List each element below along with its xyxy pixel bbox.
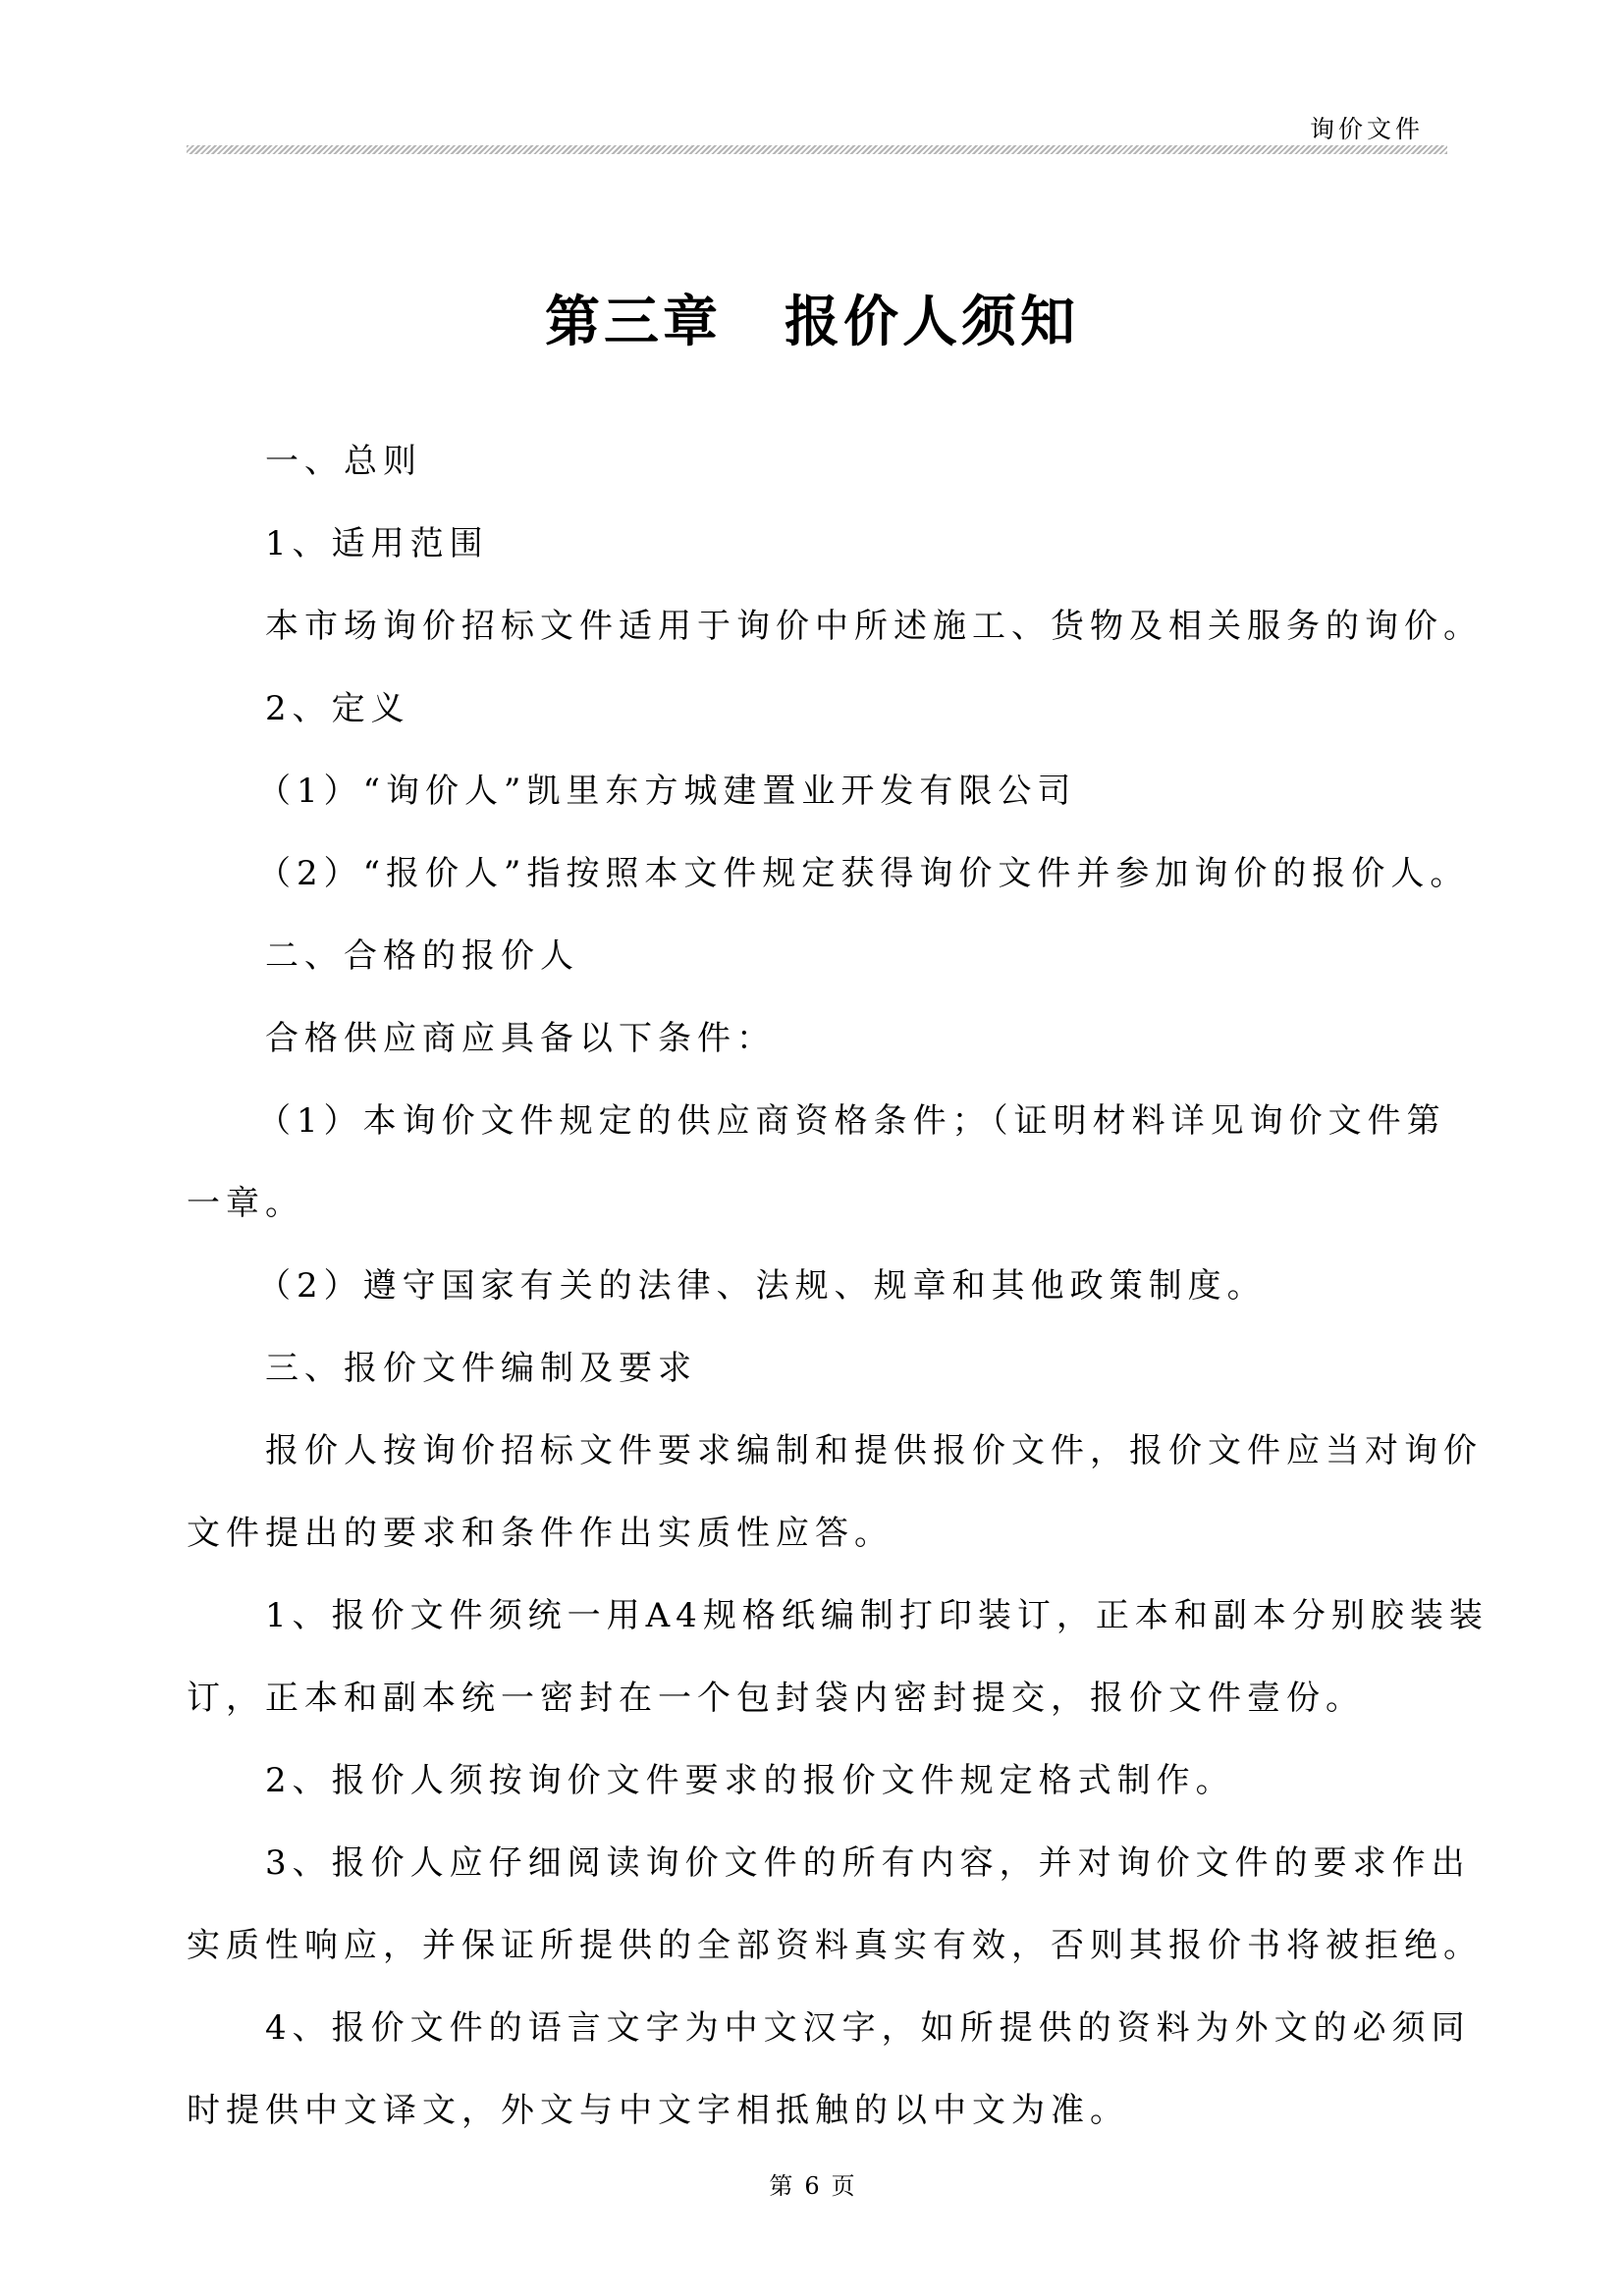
page-footer — [0, 2166, 1624, 2201]
paragraph-4: 2、定义 — [265, 689, 410, 728]
paragraph-17: 2、报价人须按询价文件要求的报价文件规定格式制作。 — [265, 1761, 1235, 1800]
header-rule — [187, 145, 1447, 154]
chapter-name: 报价人须知 — [785, 291, 1079, 354]
paragraph-10: 一章。 — [187, 1184, 304, 1223]
paragraph-12: 三、报价文件编制及要求 — [265, 1349, 697, 1388]
footer-prefix: 第 — [769, 2172, 793, 2200]
paragraph-1: 一、总则 — [265, 442, 422, 481]
paragraph-13: 报价人按询价招标文件要求编制和提供报价文件，报价文件应当对询价 — [265, 1431, 1483, 1470]
paragraph-18: 3、报价人应仔细阅读询价文件的所有内容，并对询价文件的要求作出 — [265, 1843, 1471, 1883]
document-body — [187, 420, 1489, 2152]
header-label: 询价文件 — [1309, 115, 1424, 143]
footer-suffix: 页 — [831, 2172, 855, 2200]
paragraph-5: （1）“询价人”凯里东方城建置业开发有限公司 — [257, 772, 1077, 811]
paragraph-8: 合格供应商应具备以下条件： — [265, 1019, 776, 1058]
paragraph-11: （2）遵守国家有关的法律、法规、规章和其他政策制度。 — [257, 1266, 1267, 1306]
paragraph-16: 订，正本和副本统一密封在一个包封袋内密封提交，报价文件壹份。 — [187, 1679, 1365, 1718]
paragraph-20: 4、报价文件的语言文字为中文汉字，如所提供的资料为外文的必须同 — [265, 2008, 1471, 2048]
paragraph-9: （1）本询价文件规定的供应商资格条件；（证明材料详见询价文件第 — [257, 1101, 1446, 1141]
chapter-title — [0, 279, 1624, 357]
paragraph-21: 时提供中文译文，外文与中文字相抵触的以中文为准。 — [187, 2091, 1129, 2130]
page-number: 6 — [804, 2172, 820, 2200]
paragraph-3: 本市场询价招标文件适用于询价中所述施工、货物及相关服务的询价。 — [265, 607, 1483, 646]
paragraph-6: （2）“报价人”指按照本文件规定获得询价文件并参加询价的报价人。 — [257, 854, 1470, 893]
paragraph-7: 二、合格的报价人 — [265, 936, 579, 976]
paragraph-2: 1、适用范围 — [265, 524, 489, 563]
paragraph-19: 实质性响应，并保证所提供的全部资料真实有效，否则其报价书将被拒绝。 — [187, 1926, 1483, 1965]
paragraph-15: 1、报价文件须统一用A4规格纸编制打印装订，正本和副本分别胶装装 — [265, 1596, 1489, 1635]
paragraph-14: 文件提出的要求和条件作出实质性应答。 — [187, 1514, 893, 1553]
chapter-number: 第三章 — [545, 291, 722, 354]
